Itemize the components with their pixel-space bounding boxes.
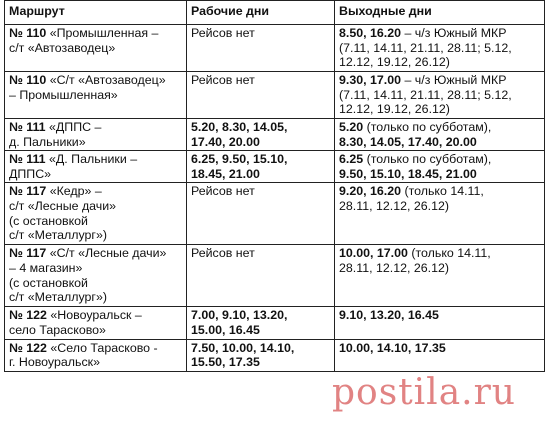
route-cell	[5, 25, 187, 72]
route-name: д. Пальники»	[9, 134, 86, 149]
workdays-note: Рейсов нет	[191, 246, 255, 261]
table-body	[5, 25, 545, 372]
route-line	[9, 88, 182, 103]
weekends-line	[339, 120, 540, 135]
route-name: «ДППС –	[49, 120, 102, 134]
schedule-sheet	[4, 0, 544, 418]
route-line	[9, 290, 182, 305]
route-line	[9, 228, 182, 243]
weekends-line	[339, 55, 540, 70]
weekends-line	[339, 261, 540, 276]
route-number: № 117	[9, 184, 47, 199]
workdays-note: Рейсов нет	[191, 73, 255, 87]
route-line	[9, 41, 182, 56]
table-row	[5, 339, 545, 371]
weekends-cell	[335, 119, 545, 151]
route-name: ДППС»	[9, 166, 52, 181]
weekends-line	[339, 246, 540, 261]
route-name: (с остановкой	[9, 213, 88, 228]
header-weekends: Выходные дни	[335, 1, 545, 25]
workdays-times: 5.20, 8.30, 14.05,	[191, 120, 288, 134]
workdays-cell	[187, 25, 335, 72]
route-line	[9, 261, 182, 276]
weekends-line	[339, 167, 540, 182]
workdays-times: 7.00, 9.10, 13.20,	[191, 308, 288, 323]
table-row	[5, 183, 545, 245]
header-route: Маршрут	[5, 1, 187, 25]
workdays-cell	[187, 183, 335, 245]
table-row	[5, 307, 545, 339]
route-line	[9, 214, 182, 229]
route-line	[9, 135, 182, 150]
workdays-cell	[187, 72, 335, 119]
route-cell	[5, 72, 187, 119]
workdays-times: 15.50, 17.35	[191, 355, 260, 370]
route-line	[9, 120, 182, 135]
route-name: «Промышленная –	[49, 26, 159, 40]
weekends-times: 8.30, 14.05, 17.40, 20.00	[339, 134, 477, 149]
workdays-note: Рейсов нет	[191, 26, 255, 40]
workdays-cell	[187, 339, 335, 371]
weekends-line	[339, 73, 540, 88]
workdays-times: 18.45, 21.00	[191, 166, 260, 181]
route-name: с/т «Автозаводец»	[9, 40, 116, 55]
weekends-cell	[335, 151, 545, 183]
route-name: – Промышленная»	[9, 87, 118, 102]
route-number: № 110	[9, 73, 47, 87]
route-line	[9, 199, 182, 214]
route-number: № 111	[9, 120, 46, 134]
route-name: «Село Тарасково -	[50, 340, 158, 355]
route-cell	[5, 183, 187, 245]
weekends-cell	[335, 183, 545, 245]
route-line	[9, 355, 182, 370]
table-row	[5, 119, 545, 151]
weekends-note: (только по субботам),	[363, 152, 492, 167]
weekends-times: 5.20	[339, 120, 364, 134]
weekends-line	[339, 308, 540, 323]
workdays-note: Рейсов нет	[191, 184, 255, 199]
weekends-line	[339, 184, 540, 199]
route-name: «Новоуральск –	[50, 308, 142, 323]
table-row	[5, 72, 545, 119]
workdays-cell	[187, 119, 335, 151]
route-name: с/т «Металлург»)	[9, 228, 107, 243]
route-name: село Тарасково»	[9, 322, 106, 337]
weekends-times: 9.10, 13.20, 16.45	[339, 308, 439, 323]
table-row	[5, 245, 545, 307]
weekends-line	[339, 102, 540, 117]
weekends-times: 8.50, 16.20	[339, 26, 402, 40]
route-line	[9, 308, 182, 323]
weekends-cell	[335, 339, 545, 371]
table-row	[5, 25, 545, 72]
weekends-note: 12.12, 19.12, 26.12)	[339, 55, 450, 70]
route-cell	[5, 245, 187, 307]
weekends-line	[339, 152, 540, 167]
weekends-note: (7.11, 14.11, 21.11, 28.11; 5.12,	[339, 87, 512, 102]
route-name: «Д. Пальники –	[49, 152, 138, 167]
weekends-line	[339, 135, 540, 150]
weekends-times: 6.25	[339, 152, 364, 167]
route-name: г. Новоуральск»	[9, 355, 100, 370]
weekends-note: (только 14.11,	[407, 246, 491, 261]
weekends-line	[339, 41, 540, 56]
route-line	[9, 184, 182, 199]
weekends-cell	[335, 72, 545, 119]
route-cell	[5, 339, 187, 371]
weekends-note: – ч/з Южный МКР	[401, 26, 507, 40]
header-workdays: Рабочие дни	[187, 1, 335, 25]
weekends-line	[339, 88, 540, 103]
weekends-times: 9.30, 17.00	[339, 73, 402, 87]
weekends-note: – ч/з Южный МКР	[401, 73, 507, 87]
workdays-times: 7.50, 10.00, 14.10,	[191, 340, 295, 355]
bus-schedule-table	[4, 0, 545, 372]
table-header-row	[5, 1, 545, 25]
weekends-note: (7.11, 14.11, 21.11, 28.11; 5.12,	[339, 40, 512, 55]
weekends-note: 12.12, 19.12, 26.12)	[339, 102, 450, 117]
route-cell	[5, 151, 187, 183]
route-number: № 122	[9, 340, 47, 355]
weekends-note: (только по субботам),	[363, 120, 492, 134]
route-line	[9, 167, 182, 182]
workdays-times: 6.25, 9.50, 15.10,	[191, 152, 288, 167]
workdays-cell	[187, 151, 335, 183]
route-cell	[5, 119, 187, 151]
route-line	[9, 152, 182, 167]
workdays-cell	[187, 245, 335, 307]
weekends-times: 9.50, 15.10, 18.45, 21.00	[339, 166, 477, 181]
route-line	[9, 323, 182, 338]
route-number: № 122	[9, 308, 47, 323]
route-number: № 110	[9, 26, 47, 40]
route-name: «С/т «Лесные дачи»	[49, 246, 167, 261]
workdays-times: 17.40, 20.00	[191, 134, 260, 149]
weekends-cell	[335, 25, 545, 72]
weekends-note: 28.11, 12.12, 26.12)	[339, 260, 449, 275]
route-line	[9, 341, 182, 356]
weekends-note: (только 14.11,	[401, 184, 484, 199]
weekends-times: 9.20, 16.20	[339, 184, 402, 199]
route-number: № 111	[9, 152, 46, 167]
route-number: № 117	[9, 246, 47, 261]
weekends-line	[339, 341, 540, 356]
weekends-times: 10.00, 17.00	[339, 246, 408, 261]
workdays-times: 15.00, 16.45	[191, 322, 260, 337]
weekends-note: 28.11, 12.12, 26.12)	[339, 198, 449, 213]
route-line	[9, 73, 182, 88]
table-row	[5, 151, 545, 183]
weekends-cell	[335, 307, 545, 339]
weekends-cell	[335, 245, 545, 307]
route-line	[9, 26, 182, 41]
route-line	[9, 246, 182, 261]
watermark-logo: postila.ru	[332, 372, 516, 413]
route-name: с/т «Лесные дачи»	[9, 198, 117, 213]
route-name: (с остановкой	[9, 275, 88, 290]
route-name: – 4 магазин»	[9, 260, 83, 275]
weekends-line	[339, 26, 540, 41]
route-cell	[5, 307, 187, 339]
route-name: с/т «Металлург»)	[9, 290, 107, 305]
weekends-times: 10.00, 14.10, 17.35	[339, 340, 446, 355]
weekends-line	[339, 199, 540, 214]
route-name: «Кедр» –	[49, 184, 102, 199]
workdays-cell	[187, 307, 335, 339]
route-line	[9, 276, 182, 291]
route-name: «С/т «Автозаводец»	[49, 73, 166, 87]
